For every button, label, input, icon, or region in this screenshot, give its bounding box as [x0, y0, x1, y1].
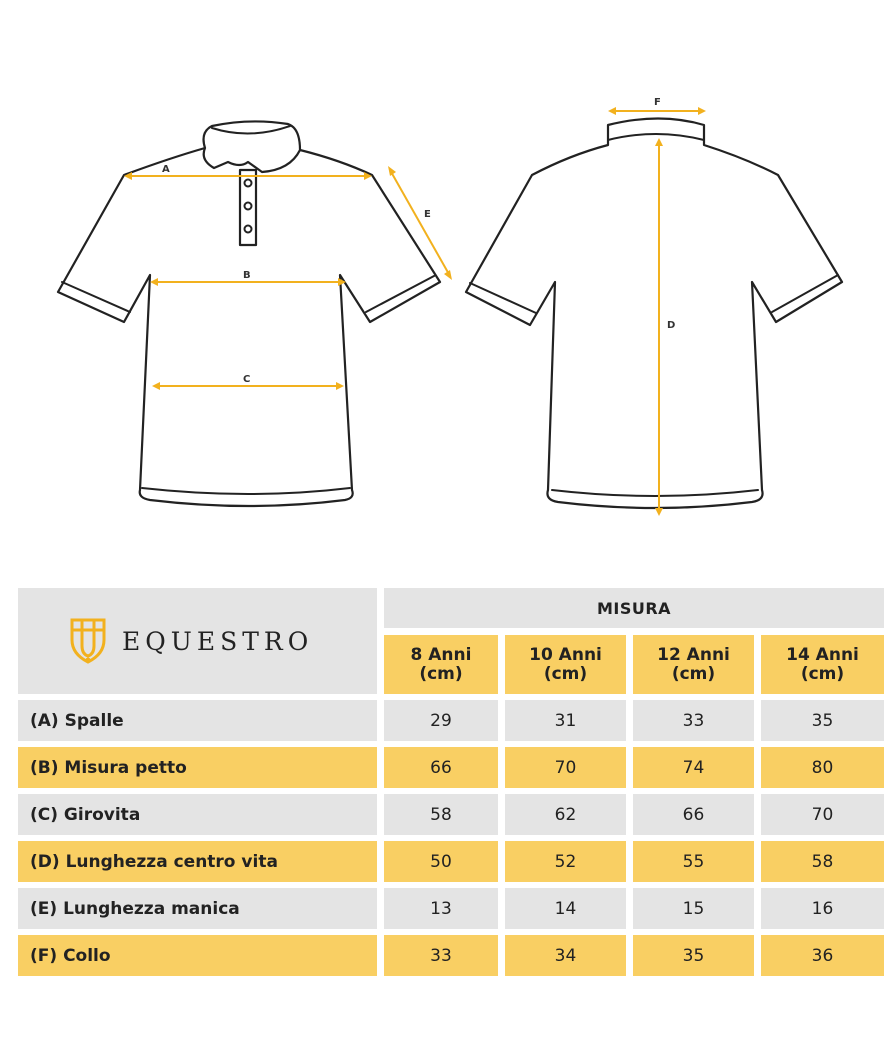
back-shirt-drawing	[466, 119, 842, 509]
table-cell: 33	[633, 700, 754, 741]
measure-label-b: B	[243, 270, 251, 281]
table-cell: 52	[505, 841, 626, 882]
size-header-8: 8 Anni (cm)	[384, 635, 498, 694]
table-cell: 58	[761, 841, 884, 882]
row-label-spalle: (A) Spalle	[18, 700, 377, 741]
row-label-misura-petto: (B) Misura petto	[18, 747, 377, 788]
table-cell: 66	[633, 794, 754, 835]
front-shirt-drawing	[58, 121, 440, 506]
table-cell: 62	[505, 794, 626, 835]
row-label-lunghezza-centro-vita: (D) Lunghezza centro vita	[18, 841, 377, 882]
table-cell: 55	[633, 841, 754, 882]
size-header-10: 10 Anni (cm)	[505, 635, 626, 694]
row-label-lunghezza-manica: (E) Lunghezza manica	[18, 888, 377, 929]
table-cell: 33	[384, 935, 498, 976]
table-cell: 14	[505, 888, 626, 929]
table-cell: 70	[505, 747, 626, 788]
brand-logo-cell	[18, 588, 377, 694]
size-table	[18, 588, 884, 978]
row-label-collo: (F) Collo	[18, 935, 377, 976]
table-cell: 29	[384, 700, 498, 741]
table-cell: 35	[633, 935, 754, 976]
measure-label-a: A	[162, 164, 170, 175]
table-cell: 31	[505, 700, 626, 741]
size-group-header: MISURA	[384, 588, 884, 628]
table-cell: 34	[505, 935, 626, 976]
table-cell: 16	[761, 888, 884, 929]
measure-label-f: F	[654, 97, 661, 108]
measure-label-c: C	[243, 374, 251, 385]
table-cell: 58	[384, 794, 498, 835]
table-cell: 80	[761, 747, 884, 788]
shield-crest-icon	[68, 616, 108, 666]
size-header-14: 14 Anni (cm)	[761, 635, 884, 694]
row-label-girovita: (C) Girovita	[18, 794, 377, 835]
table-cell: 36	[761, 935, 884, 976]
table-cell: 13	[384, 888, 498, 929]
measure-label-e: E	[424, 209, 431, 220]
measure-f	[608, 97, 706, 115]
brand-name: EQUESTRO	[122, 626, 314, 656]
table-cell: 50	[384, 841, 498, 882]
table-cell: 66	[384, 747, 498, 788]
table-cell: 15	[633, 888, 754, 929]
table-cell: 74	[633, 747, 754, 788]
measure-label-d: D	[667, 320, 676, 331]
size-header-12: 12 Anni (cm)	[633, 635, 754, 694]
table-cell: 70	[761, 794, 884, 835]
table-cell: 35	[761, 700, 884, 741]
